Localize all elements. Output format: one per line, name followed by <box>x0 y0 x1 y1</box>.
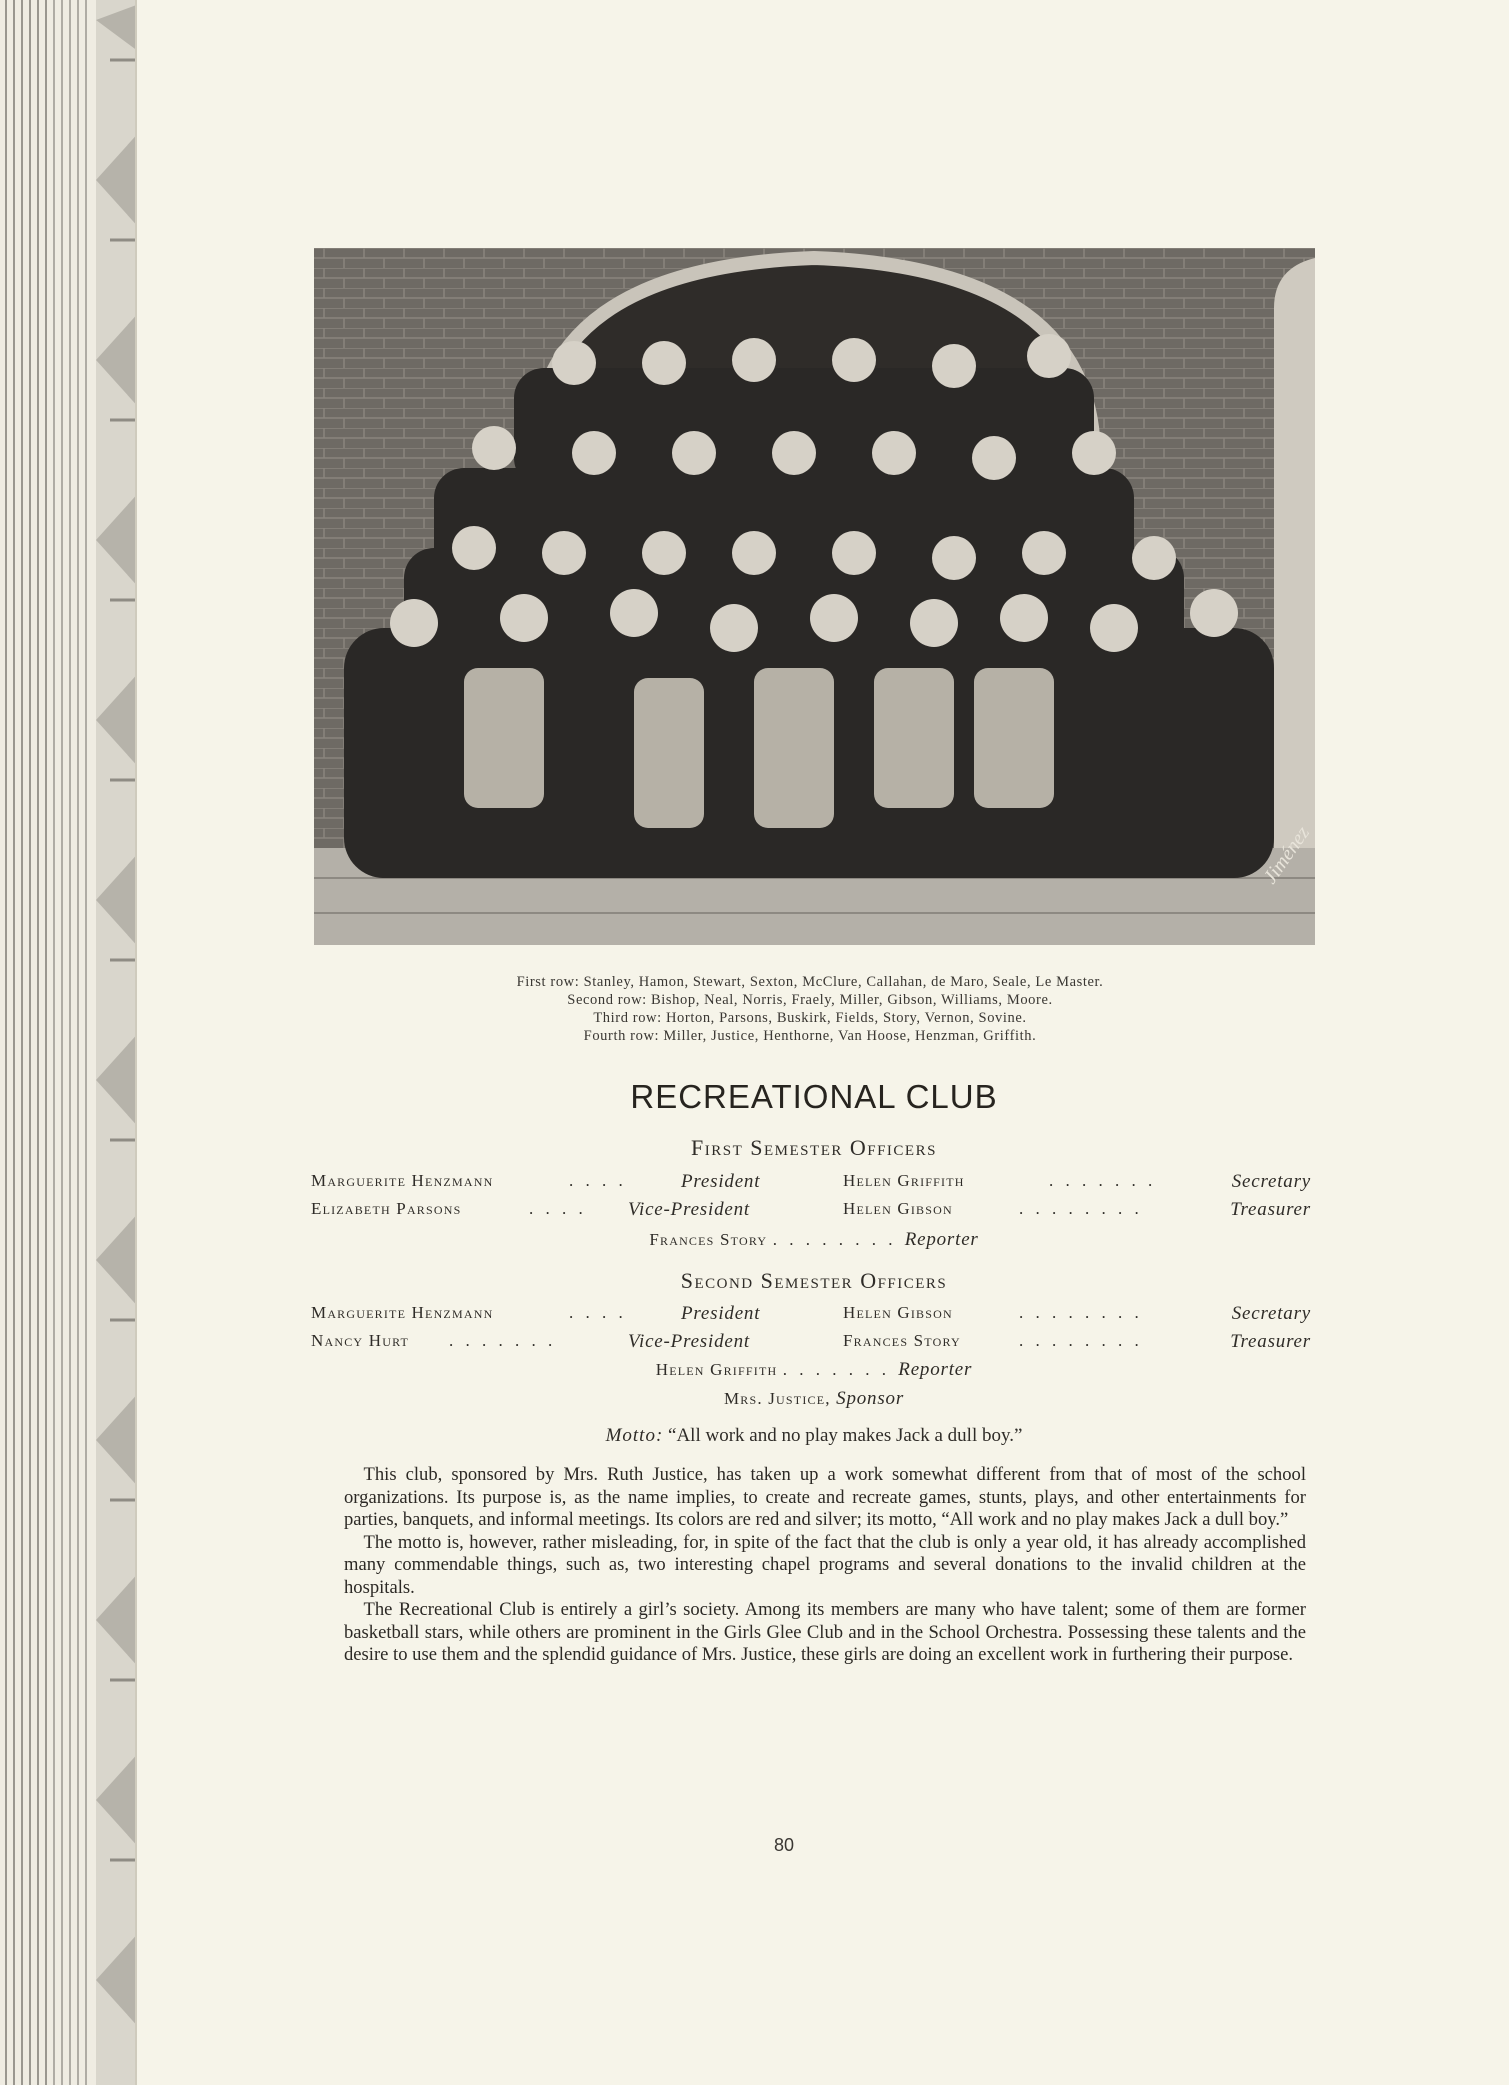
caption-first-row: First row: Stanley, Hamon, Stewart, Sexton, McClure, Callahan, de Maro, Seale, Le Master. <box>516 974 1104 990</box>
group-photo <box>314 248 1315 945</box>
caption-third-row: Third row: Horton, Parsons, Buskirk, Fields, Story, Vernon, Sovine. <box>593 1010 1027 1026</box>
leader-dots: . . . . . . . . <box>1019 1331 1143 1350</box>
sponsor-line <box>314 1388 1314 1410</box>
officer-name: Nancy Hurt <box>311 1331 410 1350</box>
leader-dots: . . . . <box>569 1171 627 1190</box>
leader-dots: . . . . . . . <box>782 1360 899 1379</box>
svg-text:Jiménez: Jiménez <box>1259 822 1315 888</box>
officer-role: President <box>681 1171 761 1192</box>
officer-role: Vice-President <box>628 1199 750 1220</box>
officer-role: Reporter <box>898 1359 973 1380</box>
officer-role: Reporter <box>904 1229 979 1250</box>
officer-role: Secretary <box>1231 1303 1311 1324</box>
officer-role: Secretary <box>1231 1171 1311 1192</box>
motto-label: Motto: <box>605 1425 664 1446</box>
officer-name: Helen Gibson <box>843 1303 953 1322</box>
officer-name: Elizabeth Parsons <box>311 1199 462 1218</box>
leader-dots: . . . . . . . <box>449 1331 557 1350</box>
caption-fourth-row: Fourth row: Miller, Justice, Henthorne, Van Hoose, Henzman, Griffith. <box>583 1028 1037 1044</box>
page-title: RECREATIONAL CLUB <box>630 1078 998 1115</box>
first-semester-heading: First Semester Officers <box>691 1135 937 1160</box>
officer-name: Frances Story <box>649 1230 768 1249</box>
paragraph: The Recreational Club is entirely a girl’s society. Among its members are many who have talent; some of them are former basketball stars, while others are prominent in the Girls Glee Club and in the School Orchestra. Possessing these talents and the desire to use them and the splendid guidance of Mrs. Justice, these girls are doing an excellent work in furthering their purpose. <box>344 1599 1306 1665</box>
leader-dots: . . . . . . . . <box>772 1230 905 1249</box>
sponsor-name: Mrs. Justice, <box>723 1389 831 1408</box>
reporter-line <box>314 1229 1314 1251</box>
officer-row <box>311 1303 1311 1329</box>
motto <box>314 1425 1314 1447</box>
officer-name: Marguerite Henzmann <box>311 1303 494 1322</box>
officer-name: Marguerite Henzmann <box>311 1171 494 1190</box>
body-text <box>344 1464 1306 1667</box>
binding-decoration <box>0 0 150 2085</box>
officer-row <box>311 1171 1311 1197</box>
officer-name: Frances Story <box>843 1331 961 1350</box>
officer-row <box>311 1199 1311 1225</box>
second-semester-heading: Second Semester Officers <box>680 1268 948 1293</box>
paragraph: This club, sponsored by Mrs. Ruth Justice, has taken up a work somewhat different from that of most of the school organizations. Its purpose is, as the name implies, to create and recreate games, stunts, plays, and other entertainments for parties, banquets, and informal meetings. Its colors are red and silver; its motto, “All work and no play makes Jack a dull boy.” <box>344 1464 1306 1530</box>
photographer-signature <box>1236 818 1315 888</box>
motto-text: “All work and no play makes Jack a dull boy.” <box>668 1425 1023 1446</box>
sponsor-role: Sponsor <box>836 1388 905 1409</box>
officer-role: Vice-President <box>628 1331 750 1352</box>
leader-dots: . . . . . . . . <box>1019 1303 1143 1322</box>
leader-dots: . . . . . . . <box>1049 1171 1157 1190</box>
caption-second-row: Second row: Bishop, Neal, Norris, Fraely, Miller, Gibson, Williams, Moore. <box>567 992 1053 1008</box>
officer-name: Helen Griffith <box>655 1360 778 1379</box>
officer-name: Helen Griffith <box>843 1171 965 1190</box>
officer-role: Treasurer <box>1230 1199 1311 1220</box>
leader-dots: . . . . <box>569 1303 627 1322</box>
paragraph: The motto is, however, rather misleading, for, in spite of the fact that the club is only a year old, it has already accomplished many commendable things, such as, two interesting chapel programs and several donations to the invalid children at the hospitals. <box>344 1531 1306 1598</box>
officer-role: Treasurer <box>1230 1331 1311 1352</box>
photo-caption <box>300 973 1320 1045</box>
reporter-line <box>314 1359 1314 1381</box>
officer-row <box>311 1331 1311 1357</box>
officer-name: Helen Gibson <box>843 1199 953 1218</box>
leader-dots: . . . . . . . . <box>1019 1199 1143 1218</box>
page-number: 80 <box>773 1835 795 1855</box>
leader-dots: . . . . <box>529 1199 587 1218</box>
officer-role: President <box>681 1303 761 1324</box>
